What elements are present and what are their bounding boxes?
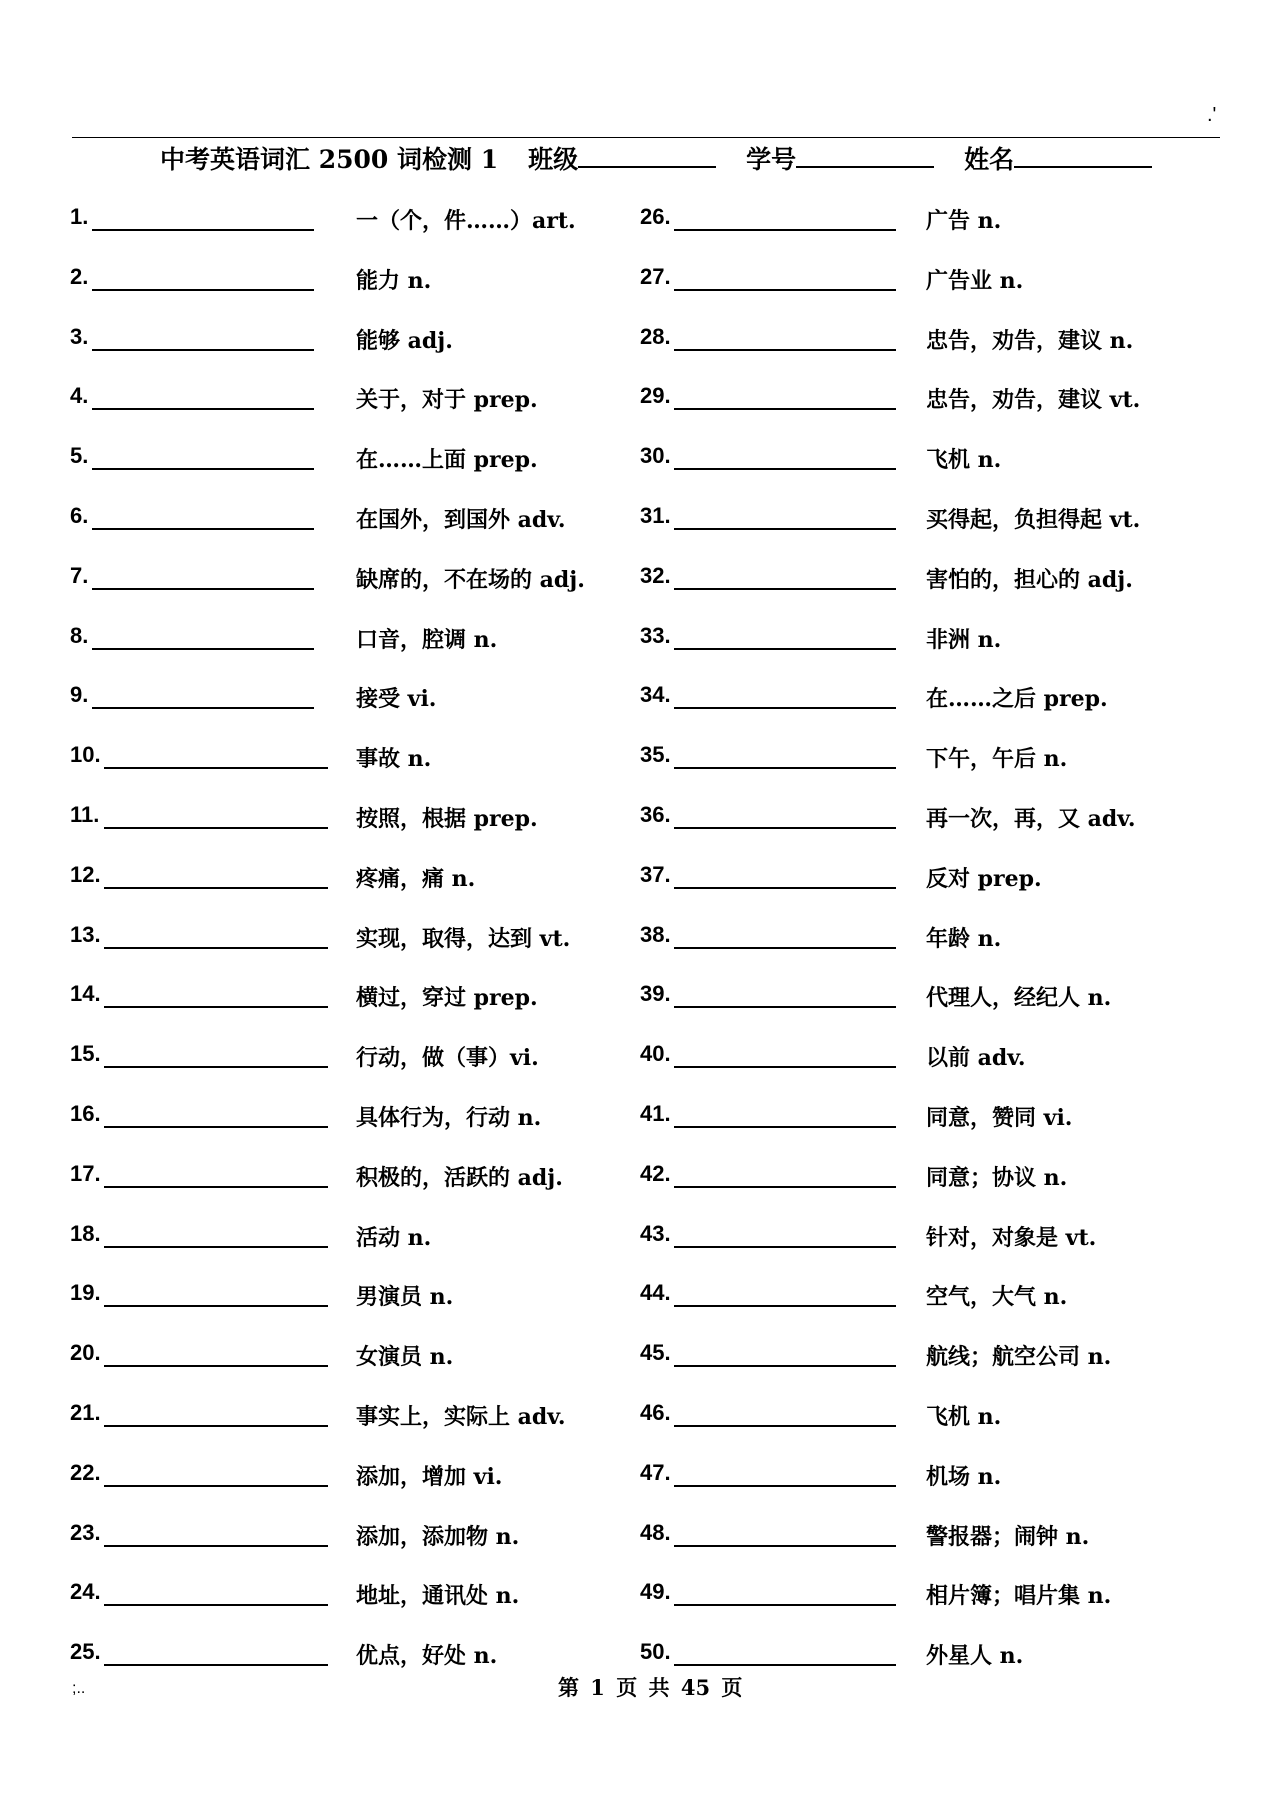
chinese-meaning: 买得起，负担得起 vt. [926, 506, 1141, 533]
answer-blank[interactable] [674, 1425, 896, 1427]
question-row [70, 802, 630, 862]
question-number: 49. [640, 1579, 671, 1605]
answer-blank[interactable] [674, 1365, 896, 1367]
question-number: 21. [70, 1399, 101, 1425]
chinese-meaning: 事故 n. [356, 746, 432, 773]
chinese-meaning: 女演员 n. [356, 1344, 454, 1371]
answer-blank[interactable] [104, 767, 328, 769]
question-number: 45. [640, 1340, 671, 1366]
name-label: 姓名 [964, 145, 1015, 174]
chinese-meaning: 疼痛，痛 n. [356, 865, 476, 892]
answer-blank[interactable] [92, 468, 314, 470]
question-number: 18. [70, 1220, 101, 1246]
answer-blank[interactable] [674, 588, 896, 590]
chinese-meaning: 实现，取得，达到 vt. [356, 925, 571, 952]
question-number: 29. [640, 383, 671, 409]
answer-blank[interactable] [674, 887, 896, 889]
question-row [640, 1041, 1240, 1101]
answer-blank[interactable] [674, 1006, 896, 1008]
answer-blank[interactable] [674, 1485, 896, 1487]
answer-blank[interactable] [674, 1066, 896, 1068]
question-number: 16. [70, 1100, 101, 1126]
question-number: 44. [640, 1280, 671, 1306]
chinese-meaning: 能够 adj. [356, 327, 453, 354]
chinese-meaning: 男演员 n. [356, 1284, 454, 1311]
question-row [70, 264, 630, 324]
chinese-meaning: 飞机 n. [926, 447, 1002, 474]
question-number: 25. [70, 1639, 101, 1665]
page-number: 第 1 页 共 45 页 [558, 1675, 743, 1700]
chinese-meaning: 在国外，到国外 adv. [356, 506, 566, 533]
question-number: 19. [70, 1280, 101, 1306]
question-row [70, 1161, 630, 1221]
question-number: 13. [70, 921, 101, 947]
question-number: 38. [640, 921, 671, 947]
question-number: 43. [640, 1220, 671, 1246]
chinese-meaning: 同意，赞同 vi. [926, 1104, 1073, 1131]
question-row [640, 264, 1240, 324]
chinese-meaning: 在……之后 prep. [926, 686, 1108, 713]
answer-blank[interactable] [674, 1664, 896, 1666]
chinese-meaning: 添加，增加 vi. [356, 1463, 503, 1490]
question-number: 24. [70, 1579, 101, 1605]
question-row [70, 383, 630, 443]
question-row [640, 204, 1240, 264]
answer-blank[interactable] [104, 887, 328, 889]
chinese-meaning: 航线；航空公司 n. [926, 1344, 1112, 1371]
question-number: 42. [640, 1160, 671, 1186]
chinese-meaning: 活动 n. [356, 1224, 432, 1251]
question-row [640, 443, 1240, 503]
chinese-meaning: 针对，对象是 vt. [926, 1224, 1097, 1251]
question-row [640, 1340, 1240, 1400]
chinese-meaning: 添加，添加物 n. [356, 1523, 520, 1550]
question-row [70, 324, 630, 384]
question-number: 28. [640, 323, 671, 349]
question-number: 6. [70, 502, 89, 528]
question-row [70, 623, 630, 683]
question-number: 41. [640, 1100, 671, 1126]
class-label: 班级 [528, 145, 579, 174]
worksheet-header [160, 140, 1160, 176]
question-number: 20. [70, 1340, 101, 1366]
question-number: 46. [640, 1399, 671, 1425]
answer-blank[interactable] [92, 408, 314, 410]
question-row [640, 324, 1240, 384]
chinese-meaning: 非洲 n. [926, 626, 1002, 653]
answer-blank[interactable] [674, 229, 896, 231]
answer-blank[interactable] [104, 1425, 328, 1427]
question-row [70, 204, 630, 264]
chinese-meaning: 优点，好处 n. [356, 1643, 498, 1670]
question-number: 37. [640, 861, 671, 887]
question-number: 8. [70, 622, 89, 648]
question-number: 47. [640, 1459, 671, 1485]
question-number: 34. [640, 682, 671, 708]
question-row [70, 1579, 630, 1639]
question-row [70, 1460, 630, 1520]
chinese-meaning: 忠告，劝告，建议 vt. [926, 387, 1141, 414]
question-number: 30. [640, 443, 671, 469]
answer-blank[interactable] [104, 1365, 328, 1367]
question-number: 3. [70, 323, 89, 349]
chinese-meaning: 空气，大气 n. [926, 1284, 1068, 1311]
footer-left-mark: ;.. [72, 1680, 86, 1697]
answer-blank[interactable] [92, 349, 314, 351]
question-number: 22. [70, 1459, 101, 1485]
question-row [640, 623, 1240, 683]
answer-blank[interactable] [104, 1545, 328, 1547]
question-number: 17. [70, 1160, 101, 1186]
question-row [70, 503, 630, 563]
question-number: 5. [70, 443, 89, 469]
answer-blank[interactable] [92, 588, 314, 590]
question-number: 7. [70, 562, 89, 588]
question-row [70, 1520, 630, 1580]
question-row [70, 1400, 630, 1460]
question-number: 12. [70, 861, 101, 887]
question-row [70, 682, 630, 742]
answer-blank[interactable] [674, 528, 896, 530]
question-row [640, 1460, 1240, 1520]
answer-blank[interactable] [674, 707, 896, 709]
student-id-field[interactable] [796, 144, 934, 168]
question-row [640, 503, 1240, 563]
chinese-meaning: 横过，穿过 prep. [356, 985, 538, 1012]
question-row [70, 1639, 630, 1699]
chinese-meaning: 害怕的，担心的 adj. [926, 566, 1133, 593]
question-row [640, 383, 1240, 443]
question-row [70, 443, 630, 503]
chinese-meaning: 接受 vi. [356, 686, 437, 713]
top-rule [72, 137, 1220, 138]
chinese-meaning: 能力 n. [356, 267, 432, 294]
answer-blank[interactable] [674, 1545, 896, 1547]
chinese-meaning: 忠告，劝告，建议 n. [926, 327, 1134, 354]
question-row [70, 1340, 630, 1400]
question-row [70, 742, 630, 802]
question-row [640, 981, 1240, 1041]
chinese-meaning: 同意；协议 n. [926, 1164, 1068, 1191]
answer-blank[interactable] [674, 947, 896, 949]
question-row [640, 742, 1240, 802]
answer-blank[interactable] [674, 289, 896, 291]
question-number: 27. [640, 263, 671, 289]
question-number: 11. [70, 801, 100, 827]
question-number: 33. [640, 622, 671, 648]
question-number: 10. [70, 742, 101, 768]
answer-blank[interactable] [674, 1246, 896, 1248]
question-number: 23. [70, 1519, 101, 1545]
chinese-meaning: 积极的，活跃的 adj. [356, 1164, 563, 1191]
answer-blank[interactable] [674, 1126, 896, 1128]
answer-blank[interactable] [92, 229, 314, 231]
question-row [640, 563, 1240, 623]
answer-blank[interactable] [104, 1305, 328, 1307]
question-number: 31. [640, 502, 671, 528]
chinese-meaning: 行动，做（事）vi. [356, 1045, 539, 1072]
answer-blank[interactable] [104, 827, 328, 829]
chinese-meaning: 机场 n. [926, 1463, 1002, 1490]
answer-blank[interactable] [674, 349, 896, 351]
answer-blank[interactable] [92, 289, 314, 291]
question-row [640, 1579, 1240, 1639]
answer-blank[interactable] [674, 408, 896, 410]
right-question-column [640, 204, 1240, 1699]
question-row [640, 862, 1240, 922]
chinese-meaning: 再一次，再，又 adv. [926, 805, 1136, 832]
chinese-meaning: 下午，午后 n. [926, 746, 1068, 773]
answer-blank[interactable] [92, 528, 314, 530]
question-row [640, 682, 1240, 742]
question-number: 4. [70, 383, 89, 409]
chinese-meaning: 相片簿；唱片集 n. [926, 1583, 1112, 1610]
chinese-meaning: 按照，根据 prep. [356, 805, 538, 832]
chinese-meaning: 口音，腔调 n. [356, 626, 498, 653]
question-row [70, 1041, 630, 1101]
answer-blank[interactable] [104, 1604, 328, 1606]
chinese-meaning: 具体行为，行动 n. [356, 1104, 542, 1131]
answer-blank[interactable] [674, 767, 896, 769]
question-row [70, 1280, 630, 1340]
chinese-meaning: 在……上面 prep. [356, 447, 538, 474]
chinese-meaning: 事实上，实际上 adv. [356, 1403, 566, 1430]
class-field[interactable] [578, 144, 716, 168]
question-row [640, 1161, 1240, 1221]
question-number: 9. [70, 682, 89, 708]
question-number: 40. [640, 1041, 671, 1067]
chinese-meaning: 广告业 n. [926, 267, 1024, 294]
answer-blank[interactable] [104, 947, 328, 949]
question-number: 50. [640, 1639, 671, 1665]
chinese-meaning: 地址，通讯处 n. [356, 1583, 520, 1610]
question-row [70, 922, 630, 982]
question-number: 32. [640, 562, 671, 588]
question-row [640, 1520, 1240, 1580]
question-row [640, 1280, 1240, 1340]
question-row [640, 802, 1240, 862]
question-row [70, 1221, 630, 1281]
question-number: 39. [640, 981, 671, 1007]
answer-blank[interactable] [92, 707, 314, 709]
answer-blank[interactable] [92, 648, 314, 650]
answer-blank[interactable] [104, 1186, 328, 1188]
chinese-meaning: 关于，对于 prep. [356, 387, 538, 414]
answer-blank[interactable] [674, 827, 896, 829]
question-number: 15. [70, 1041, 101, 1067]
chinese-meaning: 代理人，经纪人 n. [926, 985, 1112, 1012]
question-row [70, 563, 630, 623]
chinese-meaning: 广告 n. [926, 208, 1002, 234]
answer-blank[interactable] [674, 1186, 896, 1188]
chinese-meaning: 外星人 n. [926, 1643, 1024, 1670]
question-row [640, 922, 1240, 982]
answer-blank[interactable] [674, 468, 896, 470]
chinese-meaning: 反对 prep. [926, 865, 1042, 892]
worksheet-title: 中考英语词汇 2500 词检测 1 [160, 145, 499, 174]
question-row [640, 1221, 1240, 1281]
corner-mark: .' [1207, 104, 1217, 126]
question-number: 36. [640, 801, 671, 827]
answer-blank[interactable] [674, 1604, 896, 1606]
question-number: 14. [70, 981, 101, 1007]
chinese-meaning: 一（个，件……）art. [356, 208, 576, 234]
left-question-column [70, 204, 630, 1699]
chinese-meaning: 年龄 n. [926, 925, 1002, 952]
answer-blank[interactable] [674, 1305, 896, 1307]
chinese-meaning: 缺席的，不在场的 adj. [356, 566, 585, 593]
question-row [70, 862, 630, 922]
answer-blank[interactable] [104, 1066, 328, 1068]
question-number: 48. [640, 1519, 671, 1545]
student-id-label: 学号 [746, 145, 797, 174]
answer-blank[interactable] [674, 648, 896, 650]
answer-blank[interactable] [104, 1006, 328, 1008]
question-number: 1. [70, 204, 89, 229]
chinese-meaning: 警报器；闹钟 n. [926, 1523, 1090, 1550]
question-number: 35. [640, 742, 671, 768]
question-row [640, 1400, 1240, 1460]
answer-blank[interactable] [104, 1485, 328, 1487]
answer-blank[interactable] [104, 1246, 328, 1248]
question-number: 26. [640, 204, 671, 229]
question-row [640, 1101, 1240, 1161]
question-row [70, 1101, 630, 1161]
chinese-meaning: 飞机 n. [926, 1403, 1002, 1430]
answer-blank[interactable] [104, 1664, 328, 1666]
chinese-meaning: 以前 adv. [926, 1045, 1026, 1072]
question-number: 2. [70, 263, 89, 289]
question-row [70, 981, 630, 1041]
name-field[interactable] [1014, 144, 1152, 168]
answer-blank[interactable] [104, 1126, 328, 1128]
